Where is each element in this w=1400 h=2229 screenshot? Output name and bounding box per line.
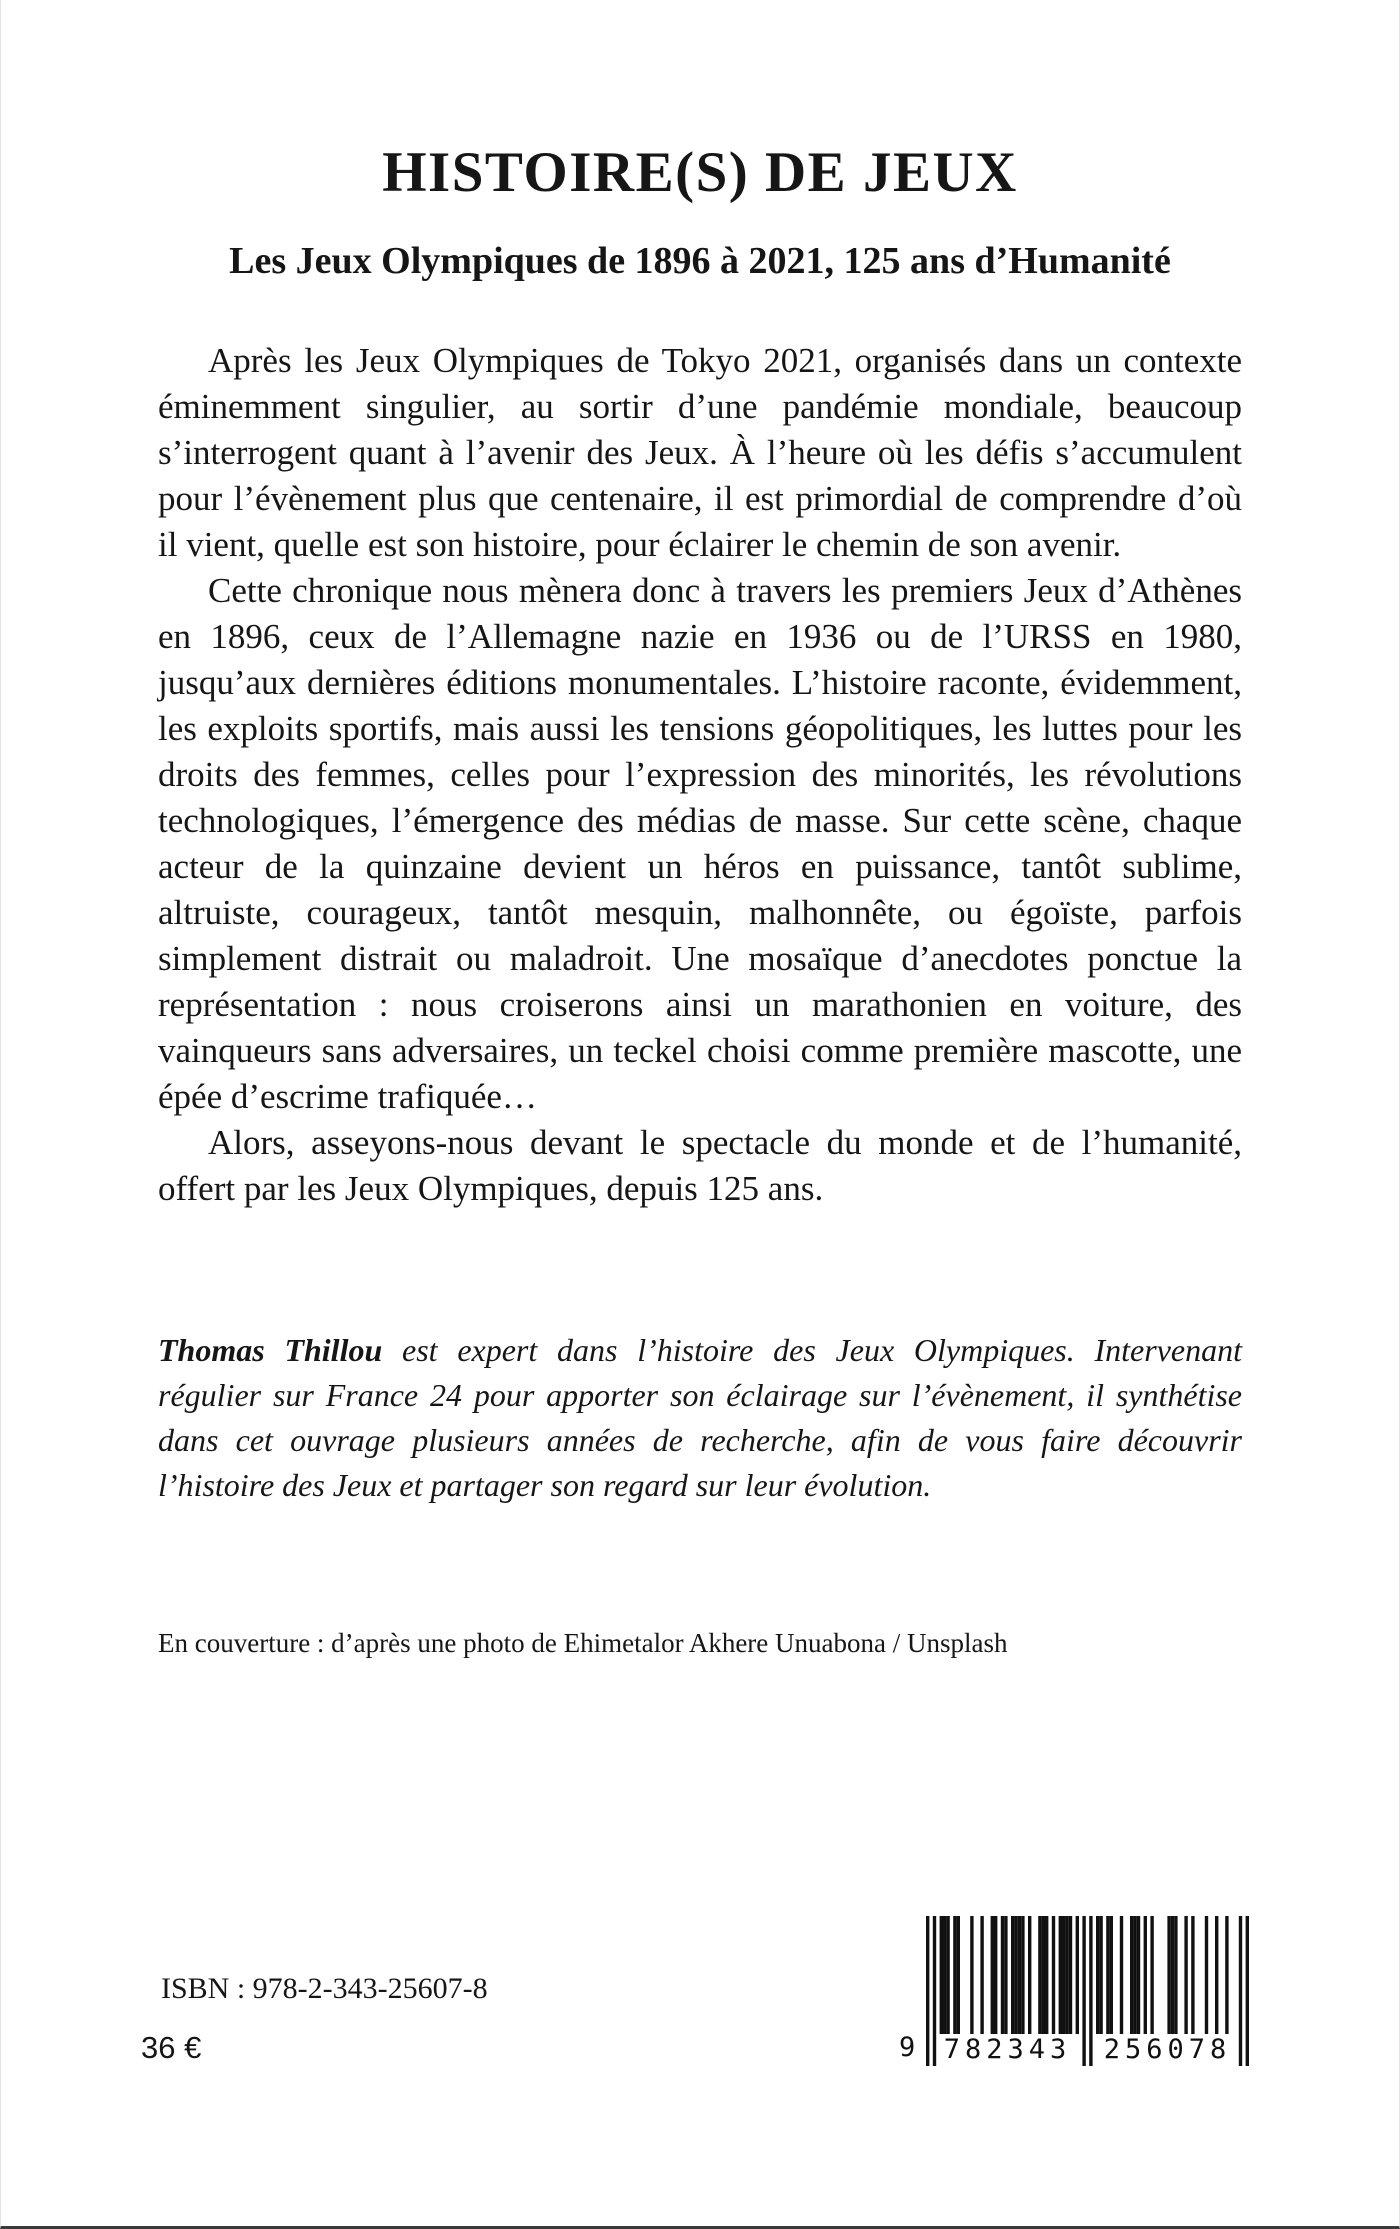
barcode-digits-right: 256078	[1097, 2034, 1238, 2066]
barcode-digits-left: 782343	[937, 2034, 1078, 2066]
bottom-row	[1, 1916, 1399, 2066]
ean13-barcode	[899, 1916, 1249, 2066]
author-bio-text: est expert dans l’histoire des Jeux Olympiques. Intervenant régulier sur France 24 pour apporter son éclairage sur l’évènement, il synthétise dans cet ouvrage plusieurs années de recherche, afin de vous faire découvrir l’histoire des Jeux et partager son regard sur leur évolution.	[158, 1332, 1243, 1504]
blurb-paragraph: Alors, asseyons-nous devant le spectacle du monde et de l’humanité, offert par les Jeux Olympiques, depuis 125 ans.	[158, 1123, 1242, 1209]
isbn-price-block	[141, 1972, 488, 2066]
blurb-paragraph: Cette chronique nous mènera donc à travers les premiers Jeux d’Athènes en 1896, ceux de l’Allemagne nazie en 1936 ou de l’URSS en 1980, jusqu’aux dernières éditions monumentales. L’histoire raconte, évidemment, les exploits sportifs, mais aussi les tensions géopolitiques, les luttes pour les droits des femmes, celles pour l’expression des minorités, les révolutions technologiques, l’émergence des médias de masse. Sur cette scène, chaque acteur de la quinzaine devient un héros en puissance, tantôt sublime, altruiste, courageux, tantôt mesquin, malhonnête, ou égoïste, parfois simplement distrait ou maladroit. Une mosaïque d’anecdotes ponctue la représentation : nous croiserons ainsi un marathonien en voiture, des vainqueurs sans adversaires, un teckel choisi comme première mascotte, une épée d’escrime trafiquée…	[158, 571, 1242, 1117]
book-title: HISTOIRE(S) DE JEUX	[382, 141, 1018, 204]
cover-photo-credit: En couverture : d’après une photo de Ehimetalor Akhere Unuabona / Unsplash	[158, 1628, 1008, 1659]
book-subtitle: Les Jeux Olympiques de 1896 à 2021, 125 ans d’Humanité	[229, 239, 1171, 282]
isbn-text: ISBN : 978-2-343-25607-8	[161, 1972, 488, 2005]
author-name: Thomas Thillou	[158, 1332, 383, 1369]
author-bio	[158, 1328, 1242, 1508]
blurb	[158, 338, 1242, 1212]
barcode-digit-first: 9	[899, 2030, 915, 2066]
price-text: 36 €	[141, 2030, 202, 2065]
blurb-paragraph: Après les Jeux Olympiques de Tokyo 2021, organisés dans un contexte éminemment singulier, au sortir d’une pandémie mondiale, beaucoup s’interrogent quant à l’avenir des Jeux. À l’heure où les défis s’accumulent pour l’évènement plus que centenaire, il est primordial de comprendre d’où il vient, quelle est son histoire, pour éclairer le chemin de son avenir.	[158, 341, 1242, 565]
